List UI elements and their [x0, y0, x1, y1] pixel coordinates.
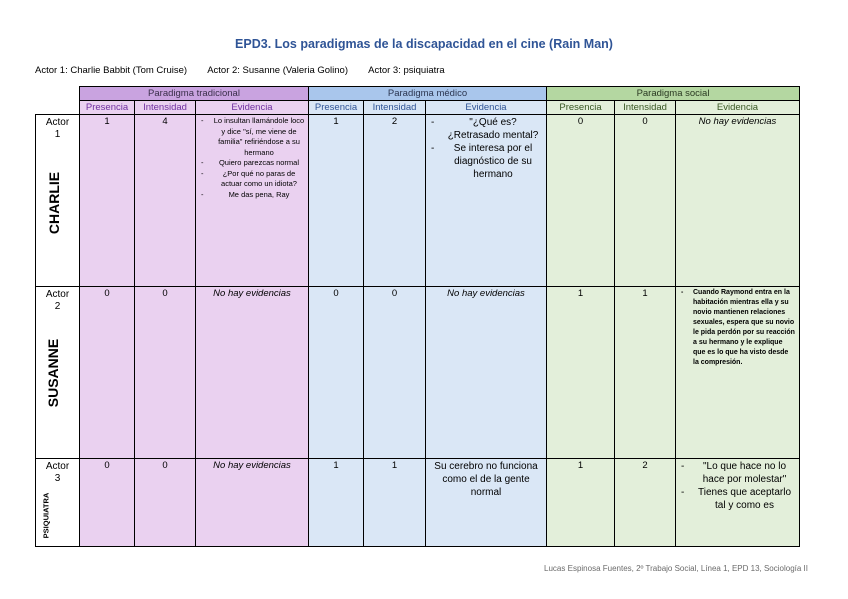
table-row: [36, 287, 800, 459]
actor1-desc: Actor 1: Charlie Babbit (Tom Cruise): [35, 65, 188, 76]
footer-credit: Lucas Espinosa Fuentes, 2º Trabajo Social, Línea 1, EPD 13, Sociología II: [544, 564, 808, 573]
soc-intensidad: 1: [615, 287, 676, 459]
corner-cell: [36, 87, 80, 101]
actor2-desc: Actor 2: Susanne (Valeria Golino): [207, 65, 348, 76]
med-evidencia: [426, 115, 547, 287]
trad-presencia: 0: [80, 459, 135, 547]
subheader-presencia: Presencia: [309, 101, 364, 115]
evidence-item: - ¿Por qué no paras de actuar como un idiota?: [213, 169, 305, 190]
actor-label: Actor 2: [45, 289, 70, 312]
evidence-item: - "¿Qué es? ¿Retrasado mental?: [443, 116, 543, 142]
med-evidencia: Su cerebro no funciona como el de la gente normal: [426, 459, 547, 547]
trad-presencia: 1: [80, 115, 135, 287]
subheader-presencia: Presencia: [547, 101, 615, 115]
evidence-item: - Tienes que aceptarlo tal y como es: [693, 486, 796, 512]
soc-evidencia: [676, 459, 800, 547]
actor-label: Actor 1: [45, 117, 70, 140]
med-intensidad: 2: [364, 115, 426, 287]
evidence-item: - Me das pena, Ray: [213, 190, 305, 201]
actor3-desc: Actor 3: psiquiatra: [368, 65, 445, 76]
soc-evidencia: No hay evidencias: [676, 115, 800, 287]
trad-presencia: 0: [80, 287, 135, 459]
header-social: Paradigma social: [547, 87, 800, 101]
actor-name: CHARLIE: [46, 171, 63, 235]
actor-label: Actor 3: [45, 461, 70, 484]
page-title: EPD3. Los paradigmas de la discapacidad en el cine (Rain Man): [235, 37, 613, 51]
soc-presencia: 0: [547, 115, 615, 287]
header-medico: Paradigma médico: [309, 87, 547, 101]
evidence-item: - Quiero parezcas normal: [213, 158, 305, 169]
soc-presencia: 1: [547, 287, 615, 459]
med-presencia: 1: [309, 115, 364, 287]
evidence-item: - "Lo que hace no lo hace por molestar": [693, 460, 796, 486]
soc-intensidad: 0: [615, 115, 676, 287]
med-intensidad: 1: [364, 459, 426, 547]
actor-cell: [36, 287, 80, 459]
soc-intensidad: 2: [615, 459, 676, 547]
med-intensidad: 0: [364, 287, 426, 459]
table-row: [36, 115, 800, 287]
subheader-intensidad: Intensidad: [364, 101, 426, 115]
subheader-evidencia: Evidencia: [196, 101, 309, 115]
trad-evidencia: [196, 115, 309, 287]
subheader-evidencia: Evidencia: [676, 101, 800, 115]
header-tradicional: Paradigma tradicional: [80, 87, 309, 101]
corner-cell-2: [36, 101, 80, 115]
table-row: [36, 459, 800, 547]
med-presencia: 1: [309, 459, 364, 547]
soc-evidencia: [676, 287, 800, 459]
evidence-item: - Se interesa por el diagnóstico de su hermano: [443, 142, 543, 181]
actor-cell: [36, 459, 80, 547]
subheader-intensidad: Intensidad: [135, 101, 196, 115]
actor-name: SUSANNE: [45, 338, 62, 408]
subheader-intensidad: Intensidad: [615, 101, 676, 115]
soc-presencia: 1: [547, 459, 615, 547]
med-presencia: 0: [309, 287, 364, 459]
trad-intensidad: 0: [135, 459, 196, 547]
trad-evidencia: No hay evidencias: [196, 287, 309, 459]
actors-line: [35, 65, 463, 76]
actor-name: PSIQUIATRA: [41, 492, 51, 539]
med-evidencia: No hay evidencias: [426, 287, 547, 459]
trad-intensidad: 0: [135, 287, 196, 459]
paradigms-table: [35, 86, 800, 547]
subheader-evidencia: Evidencia: [426, 101, 547, 115]
subheader-presencia: Presencia: [80, 101, 135, 115]
evidence-item: - Cuando Raymond entra en la habitación mientras ella y su novio mantienen relaciones sexuales, espera que su novio le pida perdón por su reacción a su hermano y le explique que es lo que ha visto desde la compresión.: [693, 288, 796, 368]
trad-intensidad: 4: [135, 115, 196, 287]
actor-cell: [36, 115, 80, 287]
trad-evidencia: No hay evidencias: [196, 459, 309, 547]
evidence-item: - Lo insultan llamándole loco y dice "sí, me viene de familia" refiriéndose a su hermano: [213, 116, 305, 158]
